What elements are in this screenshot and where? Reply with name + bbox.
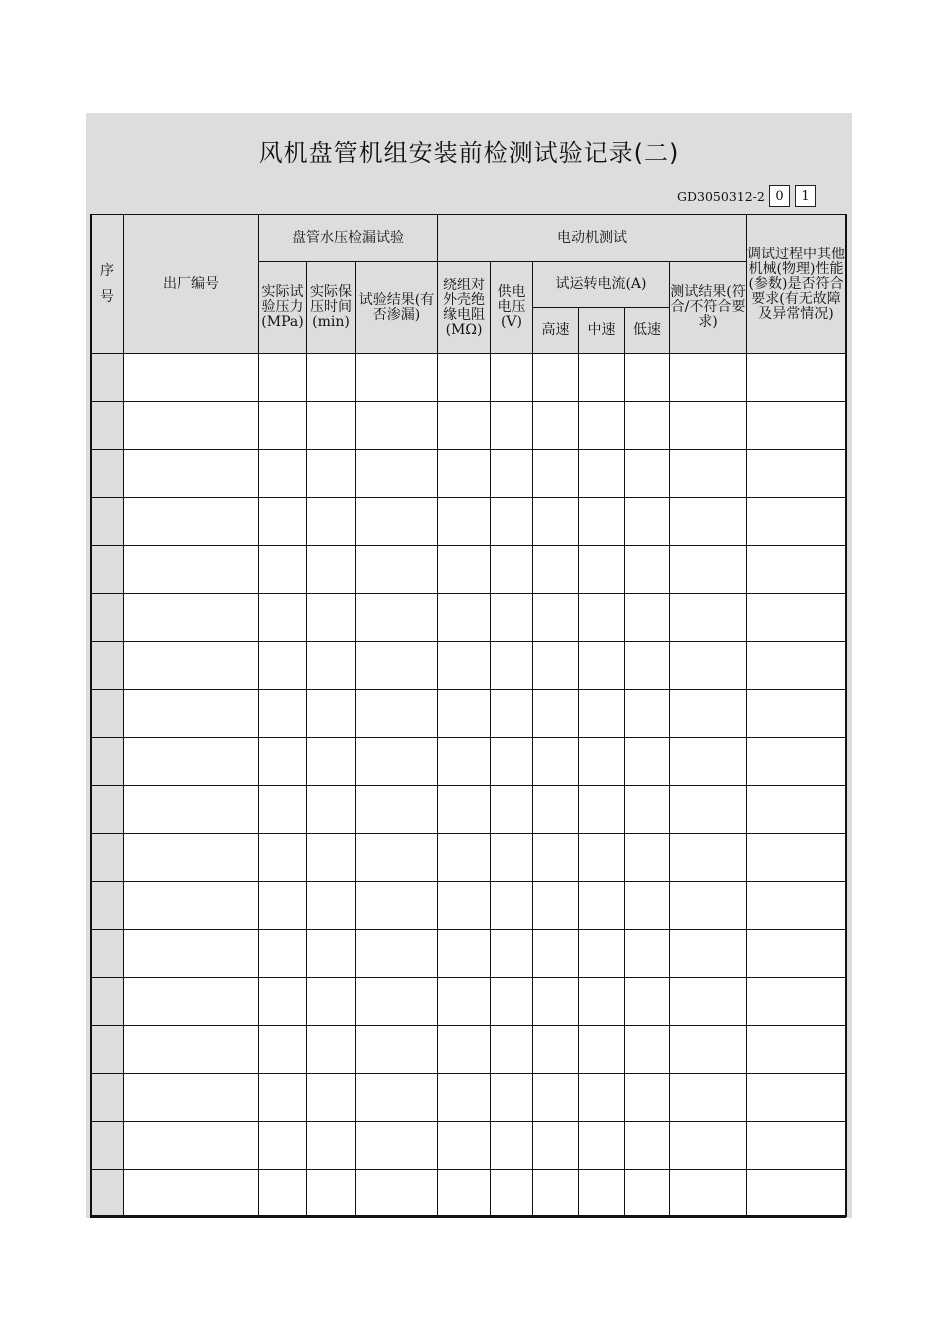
voltage-cell[interactable]	[491, 354, 533, 402]
header-actual-test-pressure: 实际试验压力(MPa)	[259, 262, 307, 354]
current-mid-cell[interactable]	[579, 354, 625, 402]
serial-number-cell[interactable]	[124, 690, 259, 738]
holding-time-cell[interactable]	[307, 978, 356, 1026]
table-row	[91, 738, 846, 786]
current-low-cell[interactable]	[625, 1122, 670, 1170]
table-row	[91, 834, 846, 882]
current-low-cell[interactable]	[625, 1170, 670, 1218]
holding-time-cell[interactable]	[307, 930, 356, 978]
index-cell	[91, 450, 124, 498]
leakage-result-cell[interactable]	[356, 978, 438, 1026]
current-low-cell[interactable]	[625, 834, 670, 882]
other-performance-cell[interactable]	[747, 1074, 846, 1122]
test-pressure-cell[interactable]	[259, 1170, 307, 1218]
table-row	[91, 450, 846, 498]
table-row	[91, 546, 846, 594]
serial-number-cell[interactable]	[124, 834, 259, 882]
index-cell	[91, 930, 124, 978]
insulation-cell[interactable]	[438, 642, 491, 690]
table-row	[91, 498, 846, 546]
motor-result-cell[interactable]	[670, 834, 747, 882]
current-low-cell[interactable]	[625, 402, 670, 450]
insulation-cell[interactable]	[438, 594, 491, 642]
motor-result-cell[interactable]	[670, 450, 747, 498]
motor-result-cell[interactable]	[670, 354, 747, 402]
test-pressure-cell[interactable]	[259, 450, 307, 498]
header-motor-test: 电动机测试	[438, 215, 747, 262]
current-high-cell[interactable]	[533, 1026, 579, 1074]
index-cell	[91, 1026, 124, 1074]
current-high-cell[interactable]	[533, 1122, 579, 1170]
test-pressure-cell[interactable]	[259, 498, 307, 546]
voltage-cell[interactable]	[491, 1026, 533, 1074]
current-low-cell[interactable]	[625, 1074, 670, 1122]
current-low-cell[interactable]	[625, 1026, 670, 1074]
leakage-result-cell[interactable]	[356, 1122, 438, 1170]
current-low-cell[interactable]	[625, 594, 670, 642]
header-insulation-resistance: 绕组对外壳绝缘电阻(MΩ)	[438, 262, 491, 354]
current-low-cell[interactable]	[625, 642, 670, 690]
holding-time-cell[interactable]	[307, 642, 356, 690]
insulation-cell[interactable]	[438, 738, 491, 786]
test-pressure-cell[interactable]	[259, 594, 307, 642]
holding-time-cell[interactable]	[307, 1026, 356, 1074]
holding-time-cell[interactable]	[307, 594, 356, 642]
header-running-current: 试运转电流(A)	[533, 262, 670, 308]
voltage-cell[interactable]	[491, 1074, 533, 1122]
table-row	[91, 930, 846, 978]
header-index: 序号	[91, 215, 124, 354]
voltage-cell[interactable]	[491, 690, 533, 738]
current-mid-cell[interactable]	[579, 1026, 625, 1074]
table-row	[91, 354, 846, 402]
holding-time-cell[interactable]	[307, 402, 356, 450]
current-mid-cell[interactable]	[579, 594, 625, 642]
current-low-cell[interactable]	[625, 498, 670, 546]
test-pressure-cell[interactable]	[259, 1026, 307, 1074]
other-performance-cell[interactable]	[747, 594, 846, 642]
motor-result-cell[interactable]	[670, 690, 747, 738]
current-mid-cell[interactable]	[579, 738, 625, 786]
voltage-cell[interactable]	[491, 546, 533, 594]
other-performance-cell[interactable]	[747, 546, 846, 594]
motor-result-cell[interactable]	[670, 498, 747, 546]
leakage-result-cell[interactable]	[356, 450, 438, 498]
test-pressure-cell[interactable]	[259, 546, 307, 594]
header-current-high: 高速	[533, 308, 579, 354]
current-low-cell[interactable]	[625, 738, 670, 786]
test-pressure-cell[interactable]	[259, 978, 307, 1026]
other-performance-cell[interactable]	[747, 498, 846, 546]
serial-number-cell[interactable]	[124, 498, 259, 546]
motor-result-cell[interactable]	[670, 1170, 747, 1218]
header-test-result-leakage: 试验结果(有否渗漏)	[356, 262, 438, 354]
holding-time-cell[interactable]	[307, 450, 356, 498]
table-row	[91, 1170, 846, 1218]
voltage-cell[interactable]	[491, 834, 533, 882]
test-pressure-cell[interactable]	[259, 930, 307, 978]
current-mid-cell[interactable]	[579, 786, 625, 834]
current-high-cell[interactable]	[533, 1074, 579, 1122]
current-high-cell[interactable]	[533, 498, 579, 546]
header-serial-number: 出厂编号	[124, 215, 259, 354]
form-digit-box[interactable]: 1	[795, 185, 816, 207]
test-record-table	[90, 214, 846, 1218]
header-other-performance: 调试过程中其他机械(物理)性能(参数)是否符合要求(有无故障及异常情况)	[747, 215, 846, 354]
motor-result-cell[interactable]	[670, 930, 747, 978]
other-performance-cell[interactable]	[747, 354, 846, 402]
voltage-cell[interactable]	[491, 738, 533, 786]
other-performance-cell[interactable]	[747, 1122, 846, 1170]
leakage-result-cell[interactable]	[356, 690, 438, 738]
index-cell	[91, 1074, 124, 1122]
holding-time-cell[interactable]	[307, 1122, 356, 1170]
current-mid-cell[interactable]	[579, 882, 625, 930]
other-performance-cell[interactable]	[747, 882, 846, 930]
index-cell	[91, 786, 124, 834]
serial-number-cell[interactable]	[124, 402, 259, 450]
header-current-mid: 中速	[579, 308, 625, 354]
current-low-cell[interactable]	[625, 354, 670, 402]
current-mid-cell[interactable]	[579, 1122, 625, 1170]
leakage-result-cell[interactable]	[356, 738, 438, 786]
table-row	[91, 402, 846, 450]
holding-time-cell[interactable]	[307, 738, 356, 786]
other-performance-cell[interactable]	[747, 786, 846, 834]
leakage-result-cell[interactable]	[356, 834, 438, 882]
current-low-cell[interactable]	[625, 690, 670, 738]
test-pressure-cell[interactable]	[259, 834, 307, 882]
serial-number-cell[interactable]	[124, 546, 259, 594]
current-high-cell[interactable]	[533, 786, 579, 834]
motor-result-cell[interactable]	[670, 402, 747, 450]
serial-number-cell[interactable]	[124, 1122, 259, 1170]
insulation-cell[interactable]	[438, 786, 491, 834]
insulation-cell[interactable]	[438, 690, 491, 738]
insulation-cell[interactable]	[438, 402, 491, 450]
other-performance-cell[interactable]	[747, 450, 846, 498]
serial-number-cell[interactable]	[124, 786, 259, 834]
current-low-cell[interactable]	[625, 450, 670, 498]
insulation-cell[interactable]	[438, 978, 491, 1026]
other-performance-cell[interactable]	[747, 978, 846, 1026]
header-supply-voltage: 供电电压(V)	[491, 262, 533, 354]
leakage-result-cell[interactable]	[356, 1026, 438, 1074]
index-cell	[91, 546, 124, 594]
current-mid-cell[interactable]	[579, 1170, 625, 1218]
insulation-cell[interactable]	[438, 834, 491, 882]
voltage-cell[interactable]	[491, 402, 533, 450]
table-row	[91, 1122, 846, 1170]
serial-number-cell[interactable]	[124, 354, 259, 402]
holding-time-cell[interactable]	[307, 354, 356, 402]
test-pressure-cell[interactable]	[259, 402, 307, 450]
index-cell	[91, 690, 124, 738]
motor-result-cell[interactable]	[670, 642, 747, 690]
index-cell	[91, 834, 124, 882]
table-row	[91, 882, 846, 930]
leakage-result-cell[interactable]	[356, 930, 438, 978]
leakage-result-cell[interactable]	[356, 786, 438, 834]
current-mid-cell[interactable]	[579, 1074, 625, 1122]
serial-number-cell[interactable]	[124, 450, 259, 498]
voltage-cell[interactable]	[491, 642, 533, 690]
insulation-cell[interactable]	[438, 1170, 491, 1218]
holding-time-cell[interactable]	[307, 498, 356, 546]
current-high-cell[interactable]	[533, 642, 579, 690]
test-pressure-cell[interactable]	[259, 882, 307, 930]
insulation-cell[interactable]	[438, 1122, 491, 1170]
motor-result-cell[interactable]	[670, 786, 747, 834]
current-high-cell[interactable]	[533, 690, 579, 738]
holding-time-cell[interactable]	[307, 786, 356, 834]
test-pressure-cell[interactable]	[259, 738, 307, 786]
current-mid-cell[interactable]	[579, 402, 625, 450]
current-low-cell[interactable]	[625, 930, 670, 978]
holding-time-cell[interactable]	[307, 690, 356, 738]
motor-result-cell[interactable]	[670, 1122, 747, 1170]
leakage-result-cell[interactable]	[356, 354, 438, 402]
other-performance-cell[interactable]	[747, 1170, 846, 1218]
voltage-cell[interactable]	[491, 882, 533, 930]
current-low-cell[interactable]	[625, 882, 670, 930]
table-row	[91, 642, 846, 690]
insulation-cell[interactable]	[438, 882, 491, 930]
voltage-cell[interactable]	[491, 786, 533, 834]
current-mid-cell[interactable]	[579, 450, 625, 498]
voltage-cell[interactable]	[491, 1122, 533, 1170]
other-performance-cell[interactable]	[747, 930, 846, 978]
current-high-cell[interactable]	[533, 930, 579, 978]
table-row	[91, 1026, 846, 1074]
leakage-result-cell[interactable]	[356, 402, 438, 450]
serial-number-cell[interactable]	[124, 1026, 259, 1074]
current-mid-cell[interactable]	[579, 642, 625, 690]
test-pressure-cell[interactable]	[259, 786, 307, 834]
current-high-cell[interactable]	[533, 834, 579, 882]
motor-result-cell[interactable]	[670, 882, 747, 930]
header-holding-time: 实际保压时间(min)	[307, 262, 356, 354]
test-pressure-cell[interactable]	[259, 1074, 307, 1122]
current-high-cell[interactable]	[533, 546, 579, 594]
test-pressure-cell[interactable]	[259, 1122, 307, 1170]
current-high-cell[interactable]	[533, 594, 579, 642]
header-coil-pressure-test: 盘管水压检漏试验	[259, 215, 438, 262]
current-high-cell[interactable]	[533, 450, 579, 498]
table-row	[91, 1074, 846, 1122]
leakage-result-cell[interactable]	[356, 1170, 438, 1218]
index-cell	[91, 882, 124, 930]
test-pressure-cell[interactable]	[259, 642, 307, 690]
voltage-cell[interactable]	[491, 1170, 533, 1218]
other-performance-cell[interactable]	[747, 642, 846, 690]
other-performance-cell[interactable]	[747, 690, 846, 738]
other-performance-cell[interactable]	[747, 402, 846, 450]
index-cell	[91, 498, 124, 546]
table-row	[91, 594, 846, 642]
serial-number-cell[interactable]	[124, 930, 259, 978]
current-high-cell[interactable]	[533, 738, 579, 786]
index-cell	[91, 1122, 124, 1170]
leakage-result-cell[interactable]	[356, 498, 438, 546]
motor-result-cell[interactable]	[670, 1074, 747, 1122]
current-low-cell[interactable]	[625, 786, 670, 834]
motor-result-cell[interactable]	[670, 978, 747, 1026]
leakage-result-cell[interactable]	[356, 1074, 438, 1122]
leakage-result-cell[interactable]	[356, 882, 438, 930]
insulation-cell[interactable]	[438, 498, 491, 546]
holding-time-cell[interactable]	[307, 1074, 356, 1122]
voltage-cell[interactable]	[491, 930, 533, 978]
current-mid-cell[interactable]	[579, 978, 625, 1026]
current-mid-cell[interactable]	[579, 930, 625, 978]
form-digit-box[interactable]: 0	[769, 185, 790, 207]
current-mid-cell[interactable]	[579, 546, 625, 594]
index-cell	[91, 978, 124, 1026]
voltage-cell[interactable]	[491, 594, 533, 642]
header-current-low: 低速	[625, 308, 670, 354]
insulation-cell[interactable]	[438, 1074, 491, 1122]
serial-number-cell[interactable]	[124, 882, 259, 930]
test-pressure-cell[interactable]	[259, 690, 307, 738]
motor-result-cell[interactable]	[670, 1026, 747, 1074]
current-high-cell[interactable]	[533, 978, 579, 1026]
current-low-cell[interactable]	[625, 978, 670, 1026]
current-high-cell[interactable]	[533, 402, 579, 450]
test-pressure-cell[interactable]	[259, 354, 307, 402]
serial-number-cell[interactable]	[124, 1074, 259, 1122]
leakage-result-cell[interactable]	[356, 546, 438, 594]
voltage-cell[interactable]	[491, 978, 533, 1026]
index-cell	[91, 738, 124, 786]
holding-time-cell[interactable]	[307, 834, 356, 882]
other-performance-cell[interactable]	[747, 1026, 846, 1074]
insulation-cell[interactable]	[438, 450, 491, 498]
current-high-cell[interactable]	[533, 1170, 579, 1218]
table-row	[91, 786, 846, 834]
motor-result-cell[interactable]	[670, 738, 747, 786]
header-motor-test-result: 测试结果(符合/不符合要求)	[670, 262, 747, 354]
holding-time-cell[interactable]	[307, 546, 356, 594]
serial-number-cell[interactable]	[124, 738, 259, 786]
index-cell	[91, 354, 124, 402]
insulation-cell[interactable]	[438, 354, 491, 402]
document-title: 风机盘管机组安装前检测试验记录(二)	[258, 139, 680, 167]
other-performance-cell[interactable]	[747, 738, 846, 786]
current-high-cell[interactable]	[533, 882, 579, 930]
form-code: GD3050312-2	[677, 189, 765, 204]
serial-number-cell[interactable]	[124, 978, 259, 1026]
serial-number-cell[interactable]	[124, 1170, 259, 1218]
holding-time-cell[interactable]	[307, 882, 356, 930]
insulation-cell[interactable]	[438, 930, 491, 978]
current-mid-cell[interactable]	[579, 834, 625, 882]
index-cell	[91, 402, 124, 450]
index-cell	[91, 1170, 124, 1218]
serial-number-cell[interactable]	[124, 594, 259, 642]
index-cell	[91, 594, 124, 642]
table-row	[91, 978, 846, 1026]
serial-number-cell[interactable]	[124, 642, 259, 690]
insulation-cell[interactable]	[438, 546, 491, 594]
leakage-result-cell[interactable]	[356, 594, 438, 642]
current-mid-cell[interactable]	[579, 498, 625, 546]
leakage-result-cell[interactable]	[356, 642, 438, 690]
insulation-cell[interactable]	[438, 1026, 491, 1074]
motor-result-cell[interactable]	[670, 546, 747, 594]
current-mid-cell[interactable]	[579, 690, 625, 738]
voltage-cell[interactable]	[491, 450, 533, 498]
record-sheet	[86, 113, 852, 1218]
current-high-cell[interactable]	[533, 354, 579, 402]
table-body	[91, 354, 846, 1218]
holding-time-cell[interactable]	[307, 1170, 356, 1218]
other-performance-cell[interactable]	[747, 834, 846, 882]
motor-result-cell[interactable]	[670, 594, 747, 642]
table-row	[91, 690, 846, 738]
voltage-cell[interactable]	[491, 498, 533, 546]
current-low-cell[interactable]	[625, 546, 670, 594]
index-cell	[91, 642, 124, 690]
